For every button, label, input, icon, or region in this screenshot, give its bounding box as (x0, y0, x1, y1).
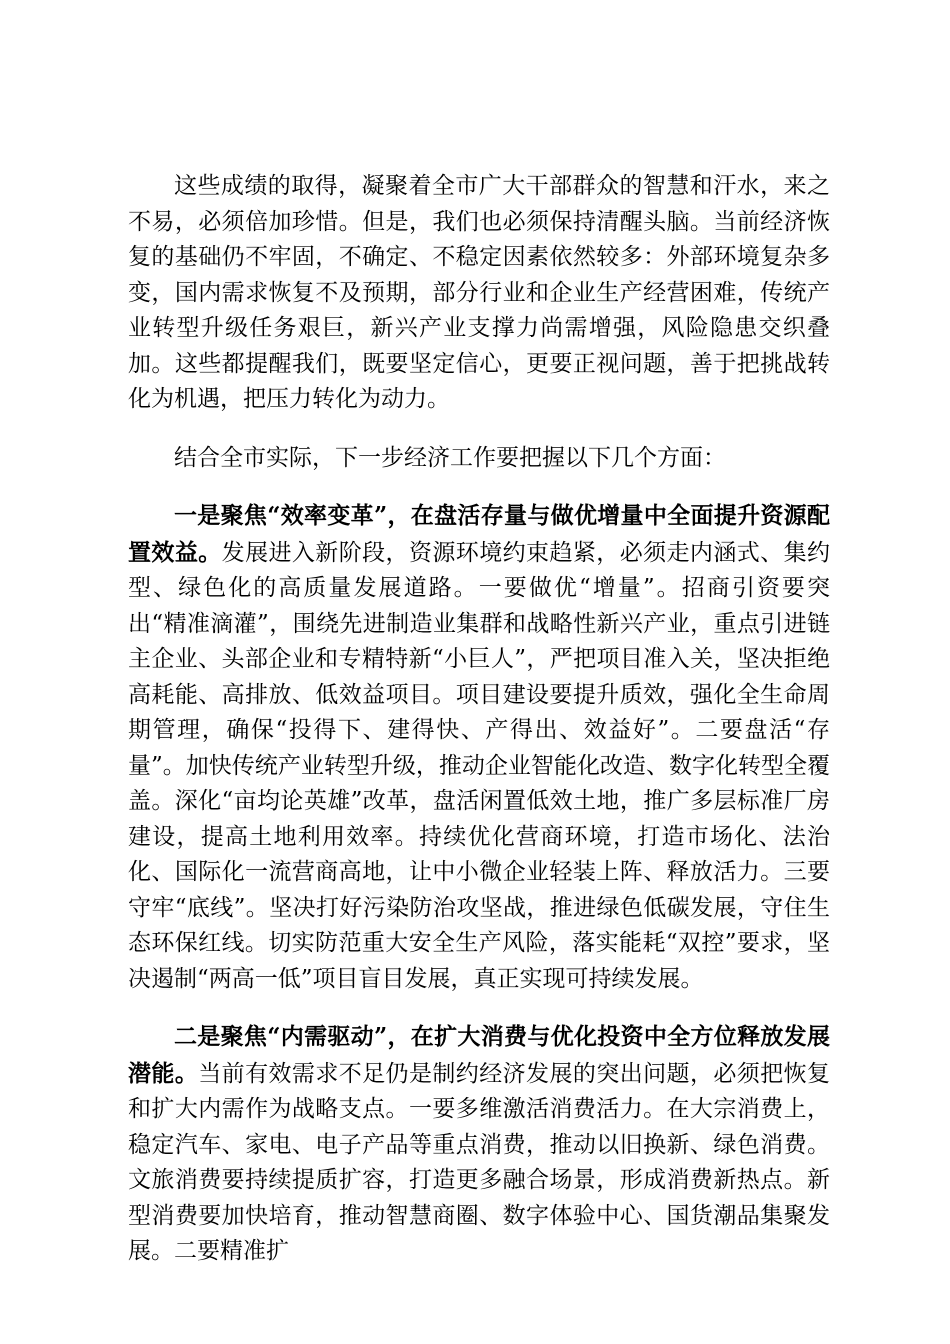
paragraph-2 (128, 440, 830, 477)
paragraph-3-lead: 一是聚焦“效率变革”，在盘活存量与做优增量中全面提升资源配置效益。 (128, 502, 830, 566)
paragraph-1-text: 这些成绩的取得，凝聚着全市广大干部群众的智慧和汗水，来之不易，必须倍加珍惜。但是，我们也必须保持清醒头脑。当前经济恢复的基础仍不牢固，不确定、不稳定因素依然较多：外部环境复杂多变，国内需求恢复不及预期，部分行业和企业生产经营困难，传统产业转型升级任务艰巨，新兴产业支撑力尚需增强，风险隐患交织叠加。这些都提醒我们，既要坚定信心，更要正视问题，善于把挑战转化为机遇，把压力转化为动力。 (128, 173, 830, 412)
paragraph-3-text: 发展进入新阶段，资源环境约束趋紧，必须走内涵式、集约型、绿色化的高质量发展道路。一要做优“增量”。招商引资要突出“精准滴灌”，围绕先进制造业集群和战略性新兴产业，重点引进链主企业、头部企业和专精特新“小巨人”，严把项目准入关，坚决拒绝高耗能、高排放、低效益项目。项目建设要提升质效，强化全生命周期管理，确保“投得下、建得快、产得出、效益好”。二要盘活“存量”。加快传统产业转型升级，推动企业智能化改造、数字化转型全覆盖。深化“亩均论英雄”改革，盘活闲置低效土地，推广多层标准厂房建设，提高土地利用效率。持续优化营商环境，打造市场化、法治化、国际化一流营商高地，让中小微企业轻装上阵、释放活力。三要守牢“底线”。坚决打好污染防治攻坚战，推进绿色低碳发展，守住生态环保红线。切实防范重大安全生产风险，落实能耗“双控”要求，坚决遏制“两高一低”项目盲目发展，真正实现可持续发展。 (128, 539, 831, 992)
paragraph-3 (128, 498, 830, 997)
paragraph-4 (128, 1019, 830, 1270)
paragraph-2-text: 结合全市实际，下一步经济工作要把握以下几个方面： (174, 444, 726, 471)
paragraph-1 (128, 168, 830, 418)
paragraph-4-lead: 二是聚焦“内需驱动”，在扩大消费与优化投资中全方位释放发展潜能。 (128, 1023, 830, 1087)
paragraph-4-text: 当前有效需求不足仍是制约经济发展的突出问题，必须把恢复和扩大内需作为战略支点。一要多维激活消费活力。在大宗消费上，稳定汽车、家电、电子产品等重点消费，推动以旧换新、绿色消费。文旅消费要持续提质扩容，打造更多融合场景，形成消费新热点。新型消费要加快培育，推动智慧商圈、数字体验中心、国货潮品集聚发展。二要精准扩 (128, 1060, 831, 1264)
document-page (128, 168, 830, 1292)
